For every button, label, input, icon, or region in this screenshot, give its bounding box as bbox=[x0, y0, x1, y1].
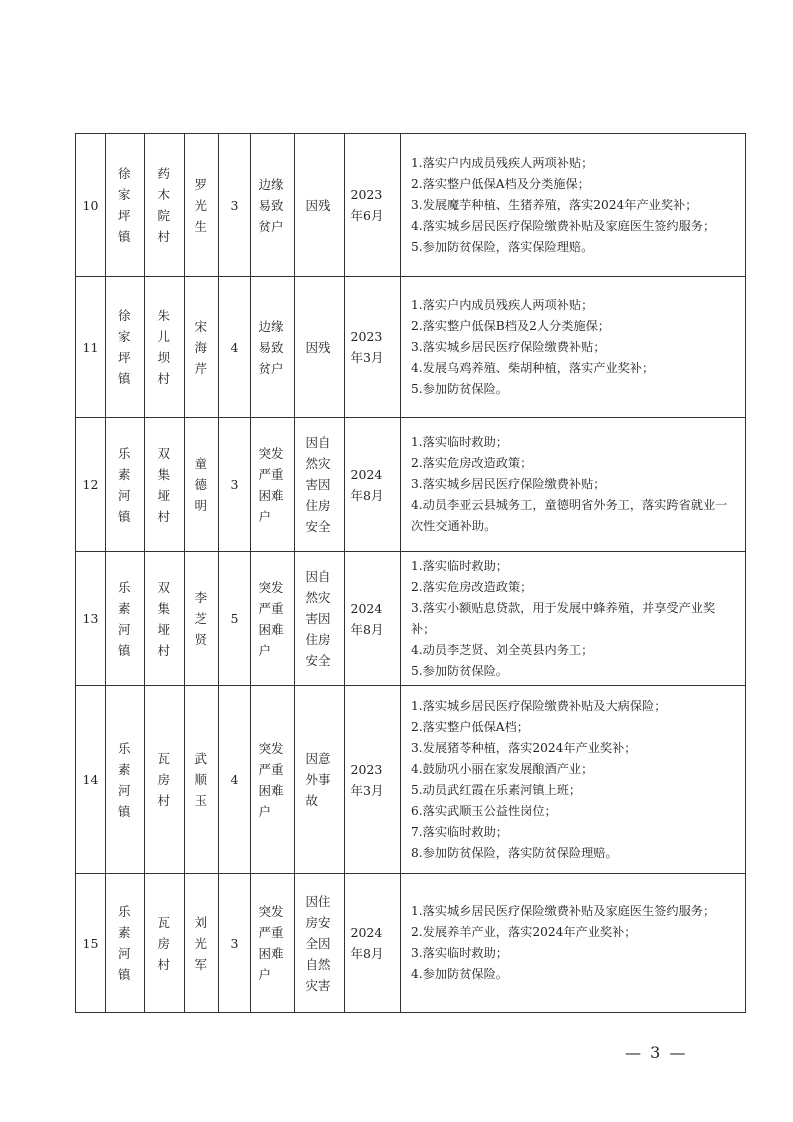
measure-item: 4.鼓励巩小丽在家发展酿酒产业； bbox=[411, 761, 594, 776]
name-cell-text: 童德明 bbox=[194, 456, 208, 513]
table-row bbox=[76, 552, 746, 686]
household-type-cell bbox=[251, 277, 295, 418]
page-number: — 3 — bbox=[625, 1043, 688, 1062]
town-cell-text: 徐家坪镇 bbox=[118, 166, 131, 244]
name-cell bbox=[185, 134, 219, 277]
row-number-text: 14 bbox=[82, 772, 99, 787]
household-size-cell-text: 3 bbox=[230, 477, 239, 492]
date-cell bbox=[345, 277, 401, 418]
household-size-cell bbox=[219, 874, 251, 1013]
name-cell bbox=[185, 874, 219, 1013]
row-number-text: 12 bbox=[82, 477, 99, 492]
village-cell bbox=[145, 686, 185, 874]
village-cell bbox=[145, 277, 185, 418]
measure-item: 2.落实整户低保A档及分类施保； bbox=[411, 176, 590, 191]
cause-cell-text: 因自然灾害因住房安全 bbox=[305, 569, 331, 668]
row-number bbox=[76, 874, 106, 1013]
household-type-cell bbox=[251, 686, 295, 874]
measure-item: 1.落实户内成员残疾人两项补贴； bbox=[411, 155, 594, 170]
measure-item: 2.落实危房改造政策； bbox=[411, 456, 533, 470]
measure-item: 5.动员武红霞在乐素河镇上班； bbox=[411, 782, 582, 797]
village-cell-text: 瓦房村 bbox=[157, 914, 171, 972]
row-number bbox=[76, 686, 106, 874]
cause-cell-text: 因自然灾害因住房安全 bbox=[305, 435, 331, 534]
village-cell-text: 瓦房村 bbox=[157, 751, 171, 808]
cause-cell bbox=[295, 874, 345, 1013]
town-cell bbox=[106, 277, 145, 418]
row-number-text: 13 bbox=[82, 611, 99, 626]
row-number-text: 10 bbox=[82, 197, 99, 213]
measure-item: 4.动员李芝贤、刘全英县内务工； bbox=[411, 642, 594, 657]
table-body bbox=[76, 134, 746, 1013]
date-cell-text: 2023年6月 bbox=[350, 187, 384, 223]
date-cell bbox=[345, 874, 401, 1013]
village-cell bbox=[145, 552, 185, 686]
household-type-cell-text: 突发严重困难户 bbox=[258, 445, 284, 524]
household-size-cell-text: 3 bbox=[230, 935, 239, 951]
town-cell-text: 徐家坪镇 bbox=[118, 308, 131, 386]
measures-cell bbox=[401, 552, 746, 686]
household-size-cell-text: 3 bbox=[230, 197, 239, 213]
cause-cell bbox=[295, 277, 345, 418]
name-cell-text: 李芝贤 bbox=[194, 590, 208, 647]
table-row bbox=[76, 277, 746, 418]
measure-item: 3.落实小额贴息贷款，用于发展中蜂养殖，并享受产业奖补； bbox=[411, 600, 716, 636]
town-cell-text: 乐素河镇 bbox=[118, 445, 131, 524]
measure-item: 5.参加防贫保险，落实保险理赔。 bbox=[411, 239, 594, 254]
household-type-cell bbox=[251, 134, 295, 277]
measure-item: 2.发展养羊产业，落实2024年产业奖补； bbox=[411, 925, 637, 939]
household-size-cell bbox=[219, 277, 251, 418]
measures-cell bbox=[401, 418, 746, 552]
household-type-cell-text: 突发严重困难户 bbox=[258, 904, 284, 982]
village-cell bbox=[145, 134, 185, 277]
measure-item: 3.落实城乡居民医疗保险缴费补贴； bbox=[411, 477, 606, 491]
name-cell-text: 武顺玉 bbox=[194, 751, 208, 808]
measure-item: 3.发展魔芋种植、生猪养殖，落实2024年产业奖补； bbox=[411, 197, 698, 212]
cause-cell bbox=[295, 134, 345, 277]
measures-cell bbox=[401, 874, 746, 1013]
household-size-cell bbox=[219, 686, 251, 874]
name-cell bbox=[185, 418, 219, 552]
measures-cell bbox=[401, 134, 746, 277]
household-size-cell-text: 4 bbox=[230, 772, 239, 787]
row-number bbox=[76, 552, 106, 686]
measures-cell bbox=[401, 686, 746, 874]
town-cell-text: 乐素河镇 bbox=[118, 904, 131, 982]
town-cell bbox=[106, 552, 145, 686]
measure-item: 3.落实城乡居民医疗保险缴费补贴； bbox=[411, 339, 606, 354]
measure-item: 2.落实整户低保A档； bbox=[411, 719, 529, 734]
measure-item: 1.落实户内成员残疾人两项补贴； bbox=[411, 297, 594, 312]
table-row bbox=[76, 686, 746, 874]
household-type-cell bbox=[251, 418, 295, 552]
date-cell-text: 2024年8月 bbox=[350, 600, 384, 637]
row-number-text: 15 bbox=[82, 935, 99, 951]
household-type-cell bbox=[251, 552, 295, 686]
measure-item: 1.落实城乡居民医疗保险缴费补贴及家庭医生签约服务； bbox=[411, 904, 716, 918]
town-cell bbox=[106, 686, 145, 874]
row-number bbox=[76, 418, 106, 552]
date-cell bbox=[345, 418, 401, 552]
measure-item: 1.落实临时救助； bbox=[411, 435, 508, 449]
measure-item: 3.发展猪苓种植，落实2024年产业奖补； bbox=[411, 740, 637, 755]
household-size-cell bbox=[219, 418, 251, 552]
measure-item: 1.落实城乡居民医疗保险缴费补贴及大病保险； bbox=[411, 698, 667, 713]
household-size-cell-text: 5 bbox=[230, 611, 239, 626]
row-number bbox=[76, 277, 106, 418]
date-cell-text: 2023年3月 bbox=[350, 329, 384, 365]
village-cell-text: 双集垭村 bbox=[157, 445, 171, 524]
town-cell-text: 乐素河镇 bbox=[118, 579, 131, 658]
cause-cell-text: 因意外事故 bbox=[305, 751, 331, 808]
name-cell-text: 刘光军 bbox=[194, 914, 208, 972]
town-cell bbox=[106, 134, 145, 277]
cause-cell bbox=[295, 552, 345, 686]
household-size-cell bbox=[219, 552, 251, 686]
date-cell bbox=[345, 552, 401, 686]
assistance-table bbox=[75, 133, 746, 1013]
date-cell-text: 2024年8月 bbox=[350, 925, 384, 961]
table-row bbox=[76, 874, 746, 1013]
cause-cell-text: 因残 bbox=[305, 339, 331, 355]
town-cell bbox=[106, 874, 145, 1013]
measure-item: 2.落实整户低保B档及2人分类施保； bbox=[411, 318, 610, 333]
cause-cell bbox=[295, 418, 345, 552]
village-cell-text: 朱儿坝村 bbox=[157, 308, 171, 386]
measure-item: 5.参加防贫保险。 bbox=[411, 663, 508, 678]
row-number-text: 11 bbox=[82, 339, 99, 355]
measure-item: 3.落实临时救助； bbox=[411, 946, 508, 960]
household-type-cell-text: 边缘易致贫户 bbox=[258, 318, 284, 376]
household-size-cell-text: 4 bbox=[230, 339, 239, 355]
date-cell bbox=[345, 686, 401, 874]
village-cell-text: 药木院村 bbox=[157, 166, 171, 244]
town-cell-text: 乐素河镇 bbox=[118, 740, 131, 819]
date-cell bbox=[345, 134, 401, 277]
measure-item: 4.参加防贫保险。 bbox=[411, 967, 508, 981]
measure-item: 7.落实临时救助； bbox=[411, 824, 508, 839]
household-type-cell-text: 突发严重困难户 bbox=[258, 579, 284, 658]
village-cell bbox=[145, 874, 185, 1013]
measure-item: 4.发展乌鸡养殖、柴胡种植，落实产业奖补； bbox=[411, 360, 655, 375]
measure-item: 5.参加防贫保险。 bbox=[411, 381, 508, 396]
town-cell bbox=[106, 418, 145, 552]
cause-cell-text: 因残 bbox=[305, 197, 331, 213]
village-cell bbox=[145, 418, 185, 552]
date-cell-text: 2023年3月 bbox=[350, 761, 384, 798]
row-number bbox=[76, 134, 106, 277]
measure-item: 6.落实武顺玉公益性岗位； bbox=[411, 803, 557, 818]
village-cell-text: 双集垭村 bbox=[157, 579, 171, 658]
household-size-cell bbox=[219, 134, 251, 277]
date-cell-text: 2024年8月 bbox=[350, 466, 384, 503]
measure-item: 2.落实危房改造政策； bbox=[411, 579, 533, 594]
table-row bbox=[76, 134, 746, 277]
household-type-cell-text: 边缘易致贫户 bbox=[258, 176, 284, 234]
cause-cell-text: 因住房安全因自然灾害 bbox=[305, 893, 331, 993]
name-cell-text: 宋海芹 bbox=[194, 318, 208, 376]
measure-item: 1.落实临时救助； bbox=[411, 558, 508, 573]
household-type-cell-text: 突发严重困难户 bbox=[258, 740, 284, 819]
measure-item: 4.动员李亚云县城务工，童德明省外务工，落实跨省就业一次性交通补助。 bbox=[411, 498, 728, 533]
name-cell bbox=[185, 686, 219, 874]
measure-item: 8.参加防贫保险，落实防贫保险理赔。 bbox=[411, 845, 618, 860]
name-cell-text: 罗光生 bbox=[194, 176, 208, 234]
household-type-cell bbox=[251, 874, 295, 1013]
table-row bbox=[76, 418, 746, 552]
cause-cell bbox=[295, 686, 345, 874]
name-cell bbox=[185, 277, 219, 418]
measures-cell bbox=[401, 277, 746, 418]
name-cell bbox=[185, 552, 219, 686]
measure-item: 4.落实城乡居民医疗保险缴费补贴及家庭医生签约服务； bbox=[411, 218, 716, 233]
